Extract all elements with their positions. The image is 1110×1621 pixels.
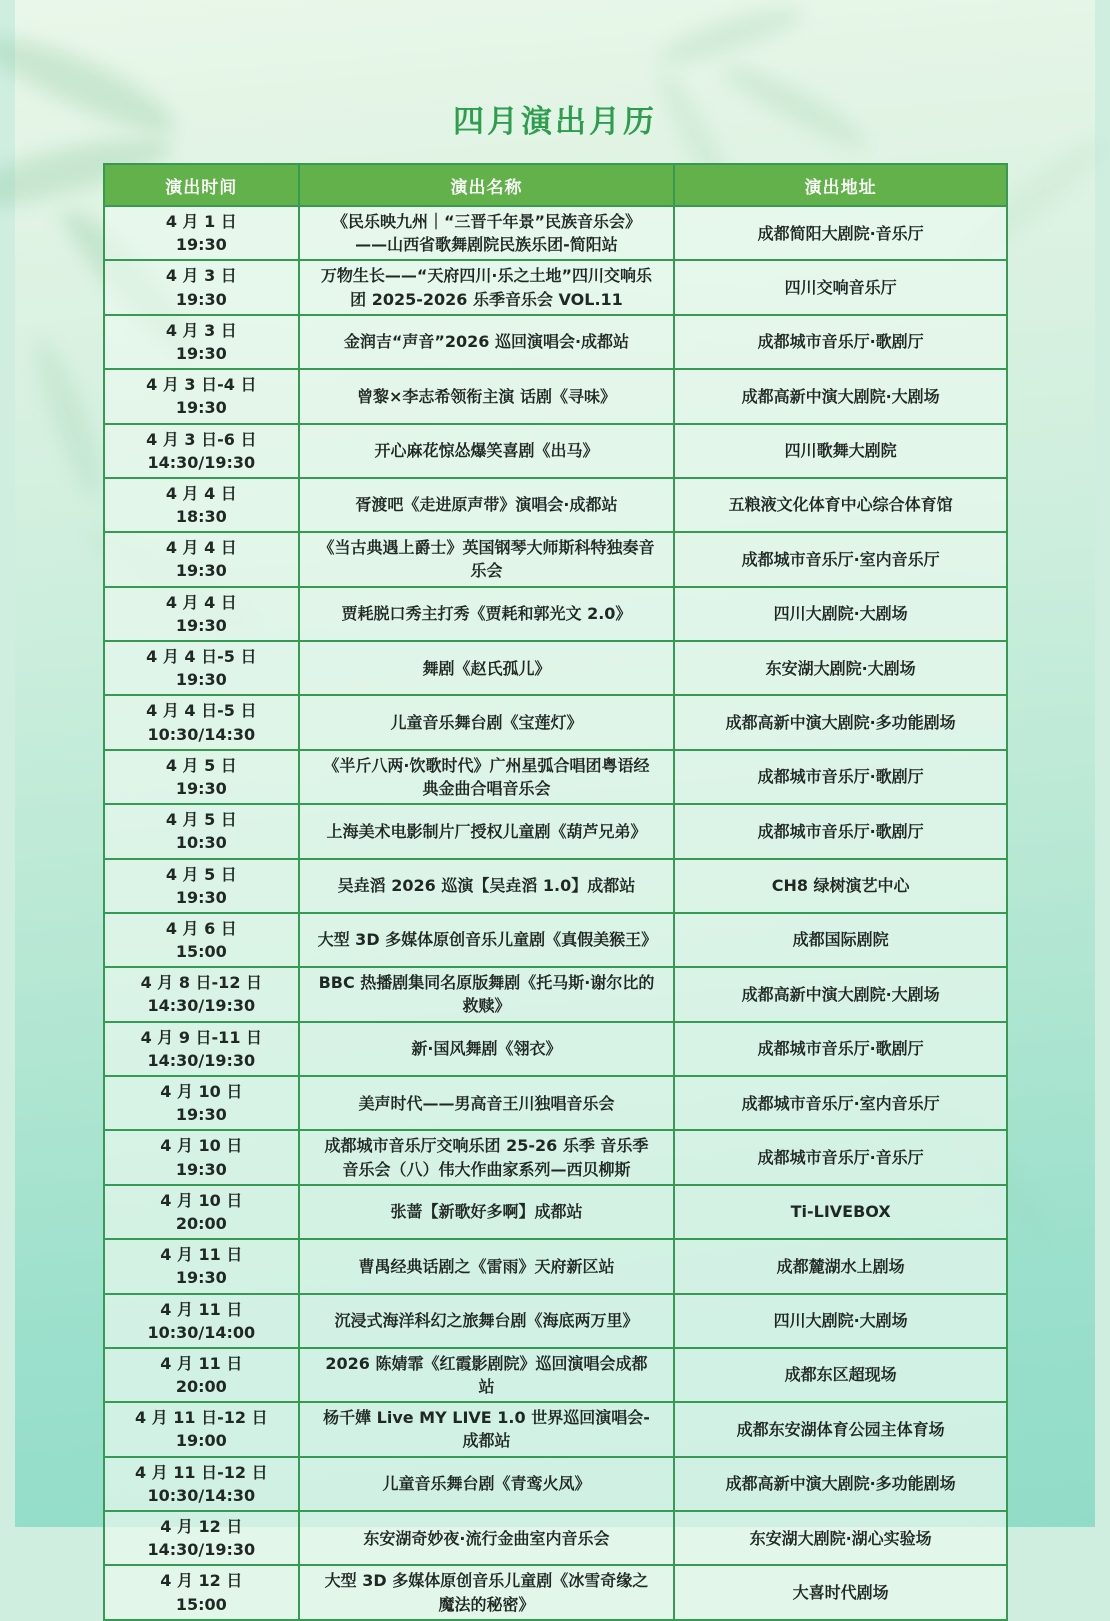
table-row: [105, 1564, 1006, 1618]
performance-date: 4 月 11 日: [160, 1299, 243, 1319]
performance-name: 成都城市音乐厅交响乐团 25-26 乐季 音乐季音乐会（八）伟大作曲家系列—西贝柳斯: [300, 1131, 676, 1183]
performance-time: 14:30/19:30: [147, 1050, 256, 1070]
performance-name: 《民乐映九州｜“三晋千年景”民族音乐会》——山西省歌舞剧院民族乐团-简阳站: [300, 207, 676, 259]
performance-name: 张蔷【新歌好多啊】成都站: [300, 1186, 676, 1238]
performance-date: 4 月 4 日-5 日: [146, 647, 257, 666]
table-row: [105, 1293, 1006, 1347]
table-row: [105, 912, 1006, 966]
table-row: [105, 1401, 1006, 1455]
cell-time: [105, 805, 300, 857]
performance-time: 19:30: [175, 615, 227, 635]
performance-venue: 成都城市音乐厅·歌剧厅: [757, 767, 924, 787]
performance-venue: 东安湖大剧院·大剧场: [765, 658, 916, 678]
performance-date: 4 月 3 日: [165, 320, 237, 340]
performance-time: 19:30: [175, 778, 227, 798]
cell-time: [105, 1566, 300, 1618]
performance-name: 开心麻花惊怂爆笑喜剧《出马》: [300, 425, 676, 477]
performance-name: 2026 陈婧霏《红霞影剧院》巡回演唱会成都站: [300, 1349, 676, 1401]
table-row: [105, 259, 1006, 313]
performance-date: 4 月 10 日: [160, 1082, 243, 1101]
table-body: [105, 205, 1006, 1619]
cell-time: [105, 1077, 300, 1129]
performance-venue: 东安湖大剧院·湖心实验场: [749, 1528, 932, 1548]
performance-venue: Ti-LIVEBOX: [790, 1202, 891, 1222]
performance-time: 18:30: [175, 507, 227, 527]
performance-name: 金润吉“声音”2026 巡回演唱会·成都站: [300, 316, 676, 368]
performance-time: 19:30: [175, 887, 227, 907]
performance-date: 4 月 10 日: [160, 1190, 243, 1210]
performance-time: 10:30/14:30: [147, 724, 256, 744]
performance-time: 15:00: [175, 942, 227, 962]
performance-venue: 成都高新中演大剧院·大剧场: [741, 386, 940, 406]
april-performance-calendar-poster: [15, 0, 1095, 1614]
table-row: [105, 1129, 1006, 1183]
table-row: [105, 477, 1006, 531]
performance-name: 新·国风舞剧《翎衣》: [300, 1023, 676, 1075]
performance-schedule-table: [103, 163, 1008, 1621]
performance-time: 10:30: [175, 833, 227, 853]
performance-time: 19:30: [175, 343, 227, 363]
cell-time: [105, 696, 300, 748]
performance-date: 4 月 4 日: [165, 592, 237, 612]
performance-venue: 成都城市音乐厅·歌剧厅: [757, 1039, 924, 1059]
performance-time: 10:30/14:00: [147, 1322, 256, 1342]
table-row: [105, 423, 1006, 477]
header-performance-venue: 演出地址: [804, 177, 877, 198]
performance-name: 杨千嬅 Live MY LIVE 1.0 世界巡回演唱会-成都站: [300, 1403, 676, 1455]
header-performance-name: 演出名称: [300, 165, 676, 205]
header-performance-time: 演出时间: [105, 165, 300, 205]
performance-time: 10:30/14:30: [147, 1485, 256, 1505]
performance-date: 4 月 8 日-12 日: [140, 973, 263, 993]
table-row: [105, 640, 1006, 694]
table-row: [105, 205, 1006, 259]
performance-time: 19:00: [175, 1431, 227, 1451]
cell-time: [105, 207, 300, 259]
table-row: [105, 1021, 1006, 1075]
table-row: [105, 1347, 1006, 1401]
performance-date: 4 月 9 日-11 日: [140, 1027, 263, 1047]
cell-time: [105, 316, 300, 368]
table-row: [105, 1238, 1006, 1292]
performance-date: 4 月 11 日: [160, 1353, 243, 1373]
performance-venue: 四川大剧院·大剧场: [773, 604, 908, 624]
cell-time: [105, 1403, 300, 1455]
performance-venue: 成都城市音乐厅·歌剧厅: [757, 332, 924, 352]
performance-name: 舞剧《赵氏孤儿》: [300, 642, 676, 694]
performance-time: 19:30: [175, 289, 227, 309]
performance-date: 4 月 11 日-12 日: [135, 1462, 268, 1482]
performance-venue: 四川交响音乐厅: [784, 277, 897, 297]
performance-venue: 成都城市音乐厅·歌剧厅: [757, 821, 924, 841]
cell-time: [105, 425, 300, 477]
performance-venue: 成都东安湖体育公园主体育场: [736, 1419, 945, 1439]
table-row: [105, 803, 1006, 857]
cell-time: [105, 1349, 300, 1401]
performance-date: 4 月 3 日-4 日: [146, 375, 257, 395]
performance-time: 19:30: [175, 1159, 227, 1179]
performance-name: 儿童音乐舞台剧《青鸾火凤》: [300, 1458, 676, 1510]
performance-name: 《当古典遇上爵士》英国钢琴大师斯科特独奏音乐会: [300, 533, 676, 585]
performance-name: 《半斤八两·饮歌时代》广州星弧合唱团粤语经典金曲合唱音乐会: [300, 751, 676, 803]
cell-time: [105, 968, 300, 1020]
table-row: [105, 314, 1006, 368]
performance-date: 4 月 4 日-5 日: [146, 701, 257, 721]
table-header-row: [105, 165, 1006, 205]
performance-date: 4 月 12 日: [160, 1571, 243, 1591]
performance-name: 大型 3D 多媒体原创音乐儿童剧《冰雪奇缘之魔法的秘密》: [300, 1566, 676, 1618]
cell-time: [105, 479, 300, 531]
performance-time: 19:30: [175, 1105, 227, 1125]
performance-venue: 大喜时代剧场: [792, 1582, 889, 1602]
performance-venue: 成都城市音乐厅·音乐厅: [757, 1147, 924, 1167]
performance-date: 4 月 4 日: [165, 483, 237, 503]
table-row: [105, 1456, 1006, 1510]
table-row: [105, 368, 1006, 422]
performance-time: 15:00: [175, 1594, 227, 1614]
performance-time: 14:30/19:30: [147, 452, 256, 472]
performance-venue: 成都国际剧院: [792, 930, 889, 950]
performance-time: 14:30/19:30: [147, 996, 256, 1016]
performance-name: 吴垚滔 2026 巡演【吴垚滔 1.0】成都站: [300, 860, 676, 912]
performance-date: 4 月 5 日: [165, 864, 237, 884]
performance-date: 4 月 4 日: [165, 538, 237, 558]
table-row: [105, 1184, 1006, 1238]
performance-name: 东安湖奇妙夜·流行金曲室内音乐会: [300, 1512, 676, 1564]
performance-venue: 成都简阳大剧院·音乐厅: [757, 223, 924, 243]
performance-time: 14:30/19:30: [147, 1540, 256, 1560]
cell-time: [105, 1512, 300, 1564]
performance-venue: 成都高新中演大剧院·多功能剧场: [725, 712, 956, 732]
performance-venue: CH8 绿树演艺中心: [771, 876, 910, 896]
performance-venue: 成都高新中演大剧院·大剧场: [741, 984, 940, 1004]
cell-time: [105, 1186, 300, 1238]
table-row: [105, 1075, 1006, 1129]
performance-date: 4 月 5 日: [165, 810, 237, 830]
performance-name: 上海美术电影制片厂授权儿童剧《葫芦兄弟》: [300, 805, 676, 857]
page-title: 四月演出月历: [453, 104, 657, 140]
performance-time: 19:30: [175, 235, 227, 255]
cell-time: [105, 261, 300, 313]
cell-time: [105, 860, 300, 912]
performance-time: 19:30: [175, 561, 227, 581]
performance-time: 19:30: [175, 398, 227, 418]
performance-venue: 成都麓湖水上剧场: [776, 1256, 905, 1276]
cell-time: [105, 642, 300, 694]
cell-time: [105, 588, 300, 640]
performance-venue: 四川歌舞大剧院: [784, 441, 897, 461]
performance-name: 曾黎×李志希领衔主演 话剧《寻味》: [300, 370, 676, 422]
performance-time: 20:00: [175, 1377, 227, 1397]
performance-name: 曹禺经典话剧之《雷雨》天府新区站: [300, 1240, 676, 1292]
bamboo-leaf-icon: [654, 0, 806, 72]
performance-date: 4 月 12 日: [160, 1517, 243, 1536]
cell-time: [105, 751, 300, 803]
table-row: [105, 694, 1006, 748]
performance-name: 大型 3D 多媒体原创音乐儿童剧《真假美猴王》: [300, 914, 676, 966]
performance-venue: 成都东区超现场: [784, 1365, 897, 1385]
performance-date: 4 月 11 日: [160, 1245, 243, 1265]
performance-name: 儿童音乐舞台剧《宝莲灯》: [300, 696, 676, 748]
cell-time: [105, 1131, 300, 1183]
table-row: [105, 586, 1006, 640]
performance-time: 19:30: [175, 1268, 227, 1288]
performance-name: 胥渡吧《走进原声带》演唱会·成都站: [300, 479, 676, 531]
table-row: [105, 1510, 1006, 1564]
performance-venue: 四川大剧院·大剧场: [773, 1311, 908, 1331]
cell-time: [105, 533, 300, 585]
performance-name: 万物生长——“天府四川·乐之土地”四川交响乐团 2025-2026 乐季音乐会 VOL.11: [300, 261, 676, 313]
performance-date: 4 月 5 日: [165, 755, 237, 775]
cell-time: [105, 1295, 300, 1347]
cell-time: [105, 1023, 300, 1075]
performance-venue: 成都城市音乐厅·室内音乐厅: [741, 549, 940, 569]
performance-venue: 成都高新中演大剧院·多功能剧场: [725, 1474, 956, 1494]
table-row: [105, 858, 1006, 912]
performance-name: BBC 热播剧集同名原版舞剧《托马斯·谢尔比的救赎》: [300, 968, 676, 1020]
performance-name: 美声时代——男高音王川独唱音乐会: [300, 1077, 676, 1129]
performance-date: 4 月 6 日: [165, 918, 237, 938]
cell-time: [105, 1458, 300, 1510]
cell-time: [105, 370, 300, 422]
table-row: [105, 966, 1006, 1020]
performance-time: 19:30: [175, 670, 227, 690]
performance-date: 4 月 3 日: [165, 266, 237, 286]
performance-date: 4 月 10 日: [160, 1136, 243, 1156]
table-row: [105, 531, 1006, 585]
performance-venue: 成都城市音乐厅·室内音乐厅: [741, 1093, 940, 1113]
performance-date: 4 月 1 日: [165, 212, 237, 231]
performance-time: 20:00: [175, 1213, 227, 1233]
performance-venue: 五粮液文化体育中心综合体育馆: [728, 495, 953, 515]
performance-date: 4 月 3 日-6 日: [146, 429, 257, 449]
performance-name: 贾耗脱口秀主打秀《贾耗和郭光文 2.0》: [300, 588, 676, 640]
cell-time: [105, 914, 300, 966]
cell-time: [105, 1240, 300, 1292]
table-row: [105, 749, 1006, 803]
performance-date: 4 月 11 日-12 日: [135, 1408, 268, 1428]
performance-name: 沉浸式海洋科幻之旅舞台剧《海底两万里》: [300, 1295, 676, 1347]
